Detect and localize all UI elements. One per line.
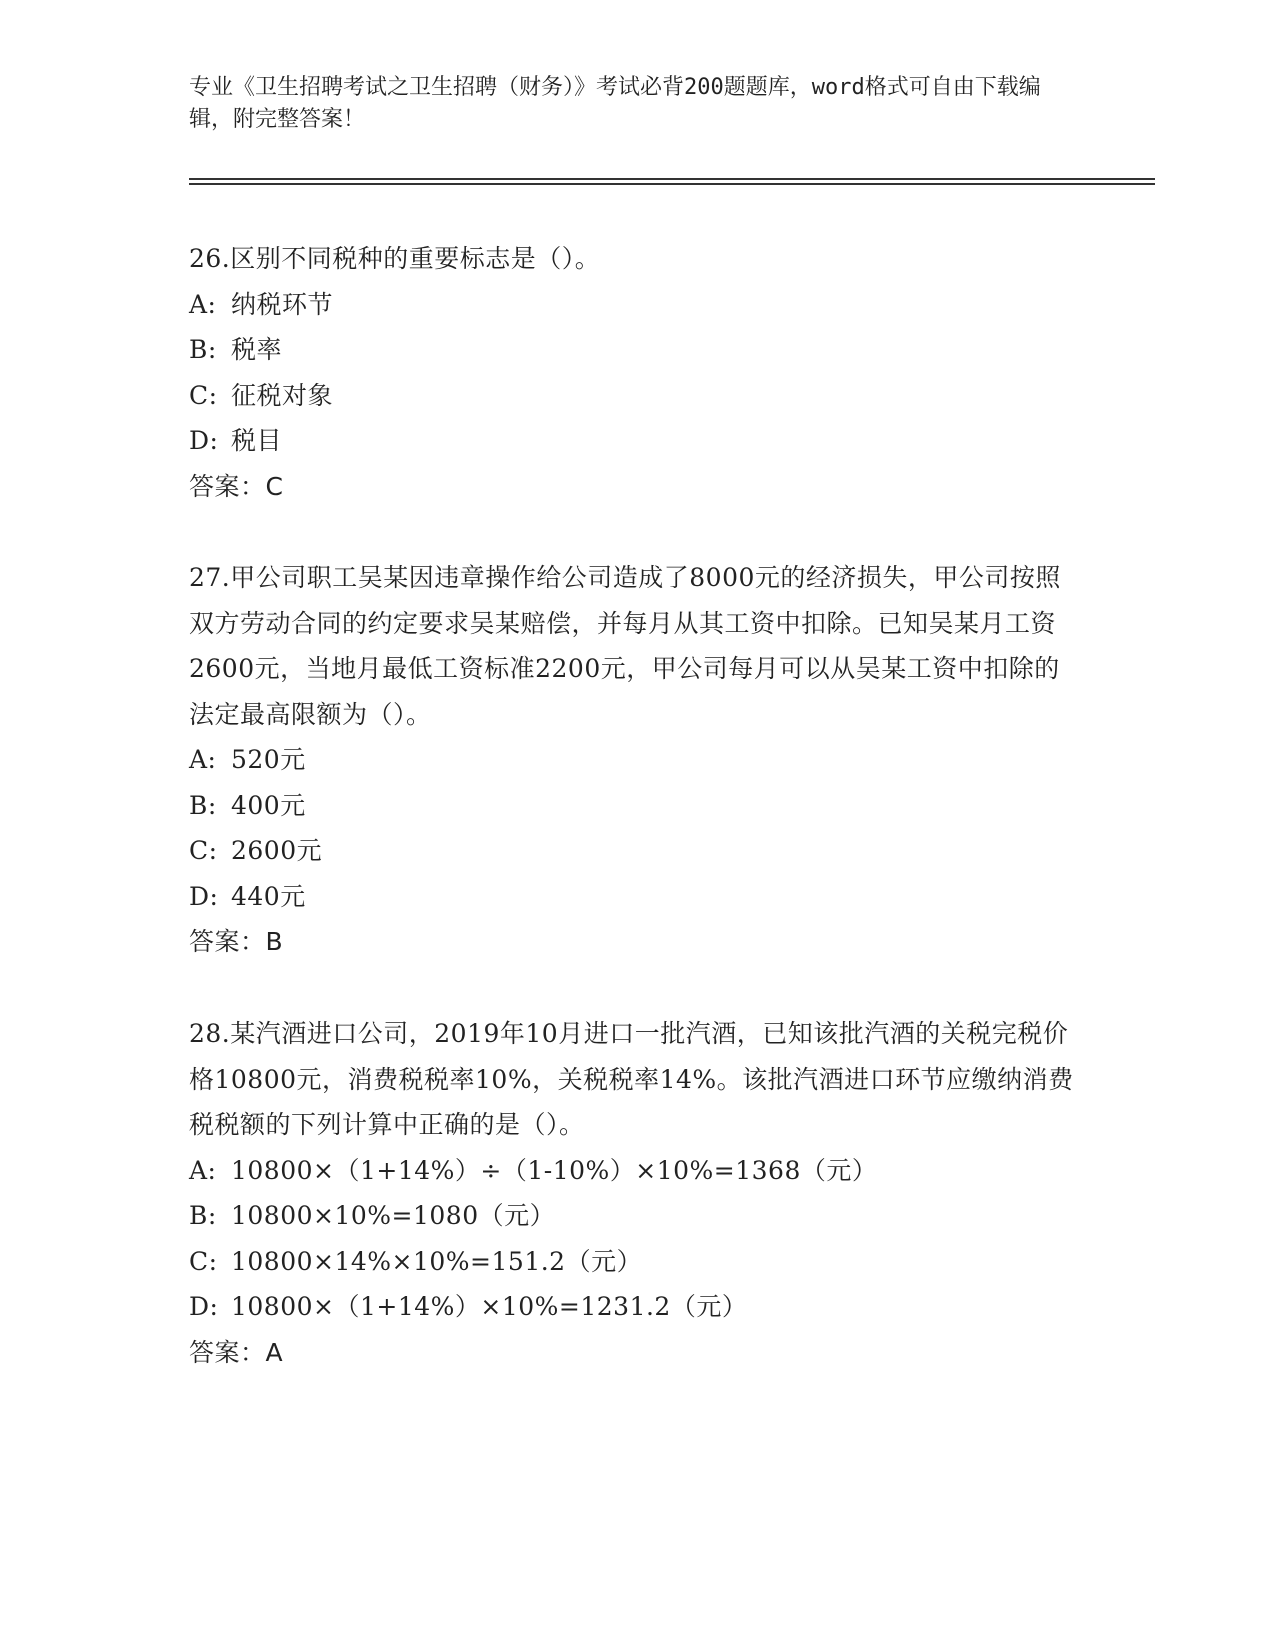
option-letter: C: [189, 836, 218, 865]
question-stem: 27.甲公司职工吴某因违章操作给公司造成了8000元的经济损失，甲公司按照双方劳动合同的约定要求吴某赔偿，并每月从其工资中扣除。已知吴某月工资2600元，当地月最低工资标准2200元，甲公司每月可以从吴某工资中扣除的法定最高限额为（）。 [189, 563, 1061, 729]
option-text: 税率 [231, 335, 283, 364]
option-d [189, 418, 1079, 464]
option-letter: B: [189, 1201, 217, 1230]
option-letter: A: [189, 745, 217, 774]
option-text: 纳税环节 [231, 289, 334, 319]
option-c [189, 1239, 1079, 1285]
option-text: 征税对象 [231, 380, 334, 410]
option-letter: C: [189, 1246, 218, 1276]
option-b [189, 327, 1079, 373]
option-letter: D: [189, 426, 219, 455]
option-letter: D: [189, 881, 219, 911]
option-text: 2600元 [231, 836, 323, 865]
option-text: 10800×（1+14%）÷（1-10%）×10%=1368（元） [231, 1155, 878, 1185]
option-letter: B: [189, 790, 217, 820]
option-text: 400元 [231, 790, 306, 820]
option-text: 10800×14%×10%=151.2（元） [231, 1246, 643, 1276]
option-text: 440元 [231, 881, 306, 911]
answer: 答案：B [189, 927, 284, 956]
option-letter: A: [189, 1155, 217, 1185]
option-c [189, 373, 1079, 419]
option-d [189, 874, 1079, 920]
option-letter: D: [189, 1292, 219, 1321]
option-letter: B: [189, 335, 217, 364]
question-27 [189, 555, 1079, 965]
header-divider-top [189, 178, 1155, 180]
option-d [189, 1284, 1079, 1330]
option-text: 税目 [231, 426, 283, 455]
question-stem: 26.区别不同税种的重要标志是（）。 [189, 244, 601, 273]
option-a [189, 1148, 1079, 1194]
option-c [189, 828, 1079, 874]
option-letter: A: [189, 289, 217, 319]
option-letter: C: [189, 380, 218, 410]
option-b [189, 783, 1079, 829]
question-28 [189, 1011, 1079, 1375]
question-26 [189, 236, 1079, 509]
header-divider-bottom [189, 183, 1155, 185]
answer: 答案：A [189, 1337, 284, 1367]
answer: 答案：C [189, 471, 284, 501]
question-stem: 28.某汽酒进口公司，2019年10月进口一批汽酒，已知该批汽酒的关税完税价格10800元，消费税税率10%，关税税率14%。该批汽酒进口环节应缴纳消费税税额的下列计算中正确的是（）。 [189, 1019, 1074, 1139]
option-b [189, 1193, 1079, 1239]
option-a [189, 737, 1079, 783]
option-text: 10800×（1+14%）×10%=1231.2（元） [231, 1292, 748, 1321]
option-text: 520元 [231, 745, 306, 774]
document-header: 专业《卫生招聘考试之卫生招聘（财务）》考试必背200题题库，word格式可自由下载编辑，附完整答案！ [189, 75, 1041, 132]
option-text: 10800×10%=1080（元） [231, 1201, 556, 1230]
option-a [189, 282, 1079, 328]
